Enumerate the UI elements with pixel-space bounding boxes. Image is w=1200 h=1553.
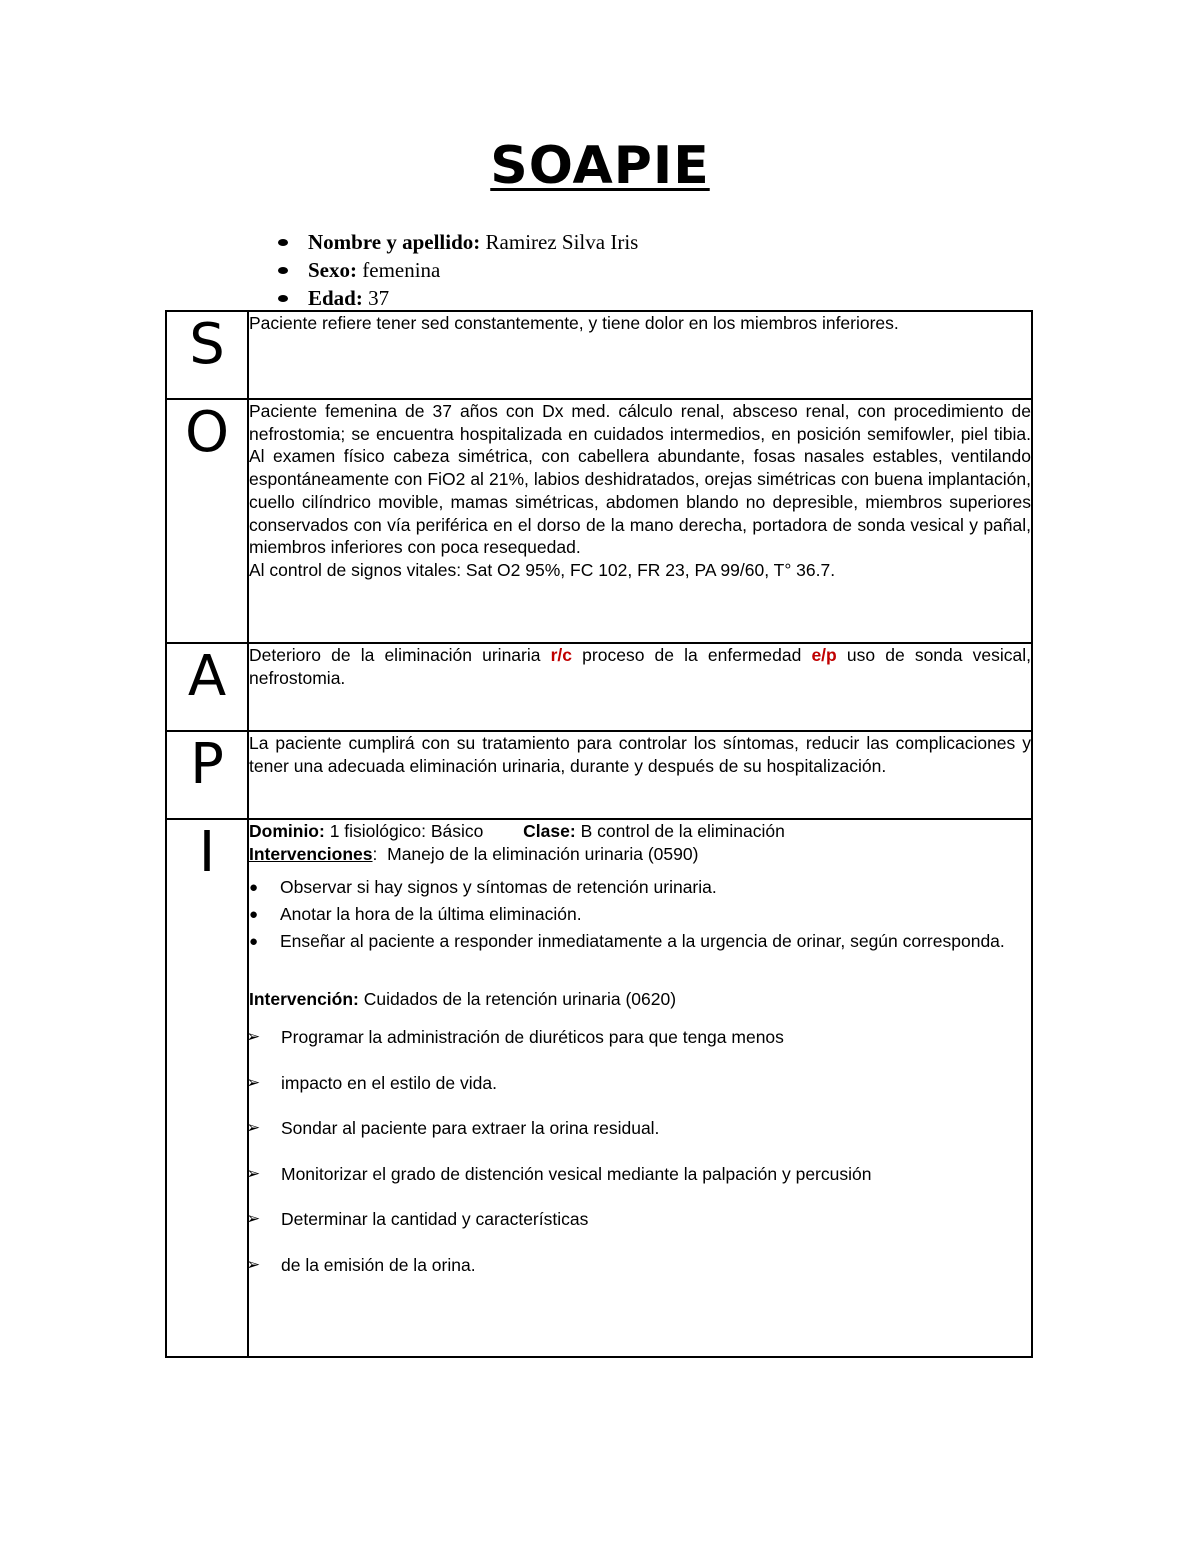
intervention2-line <box>249 988 1031 1011</box>
patient-sex-label: Sexo: <box>308 258 357 282</box>
plan-text: La paciente cumplirá con su tratamiento para controlar los síntomas, reducir las complicaciones y tener una adecuada eliminación urinaria, durante y después de su hospitalización. <box>249 733 1031 776</box>
patient-age-value: 37 <box>368 286 390 310</box>
intervention2-value: Cuidados de la retención urinaria (0620) <box>363 989 677 1010</box>
bullet-icon <box>278 295 288 302</box>
row-p <box>166 731 1032 819</box>
dominio-value: 1 fisiológico: Básico <box>329 821 484 841</box>
assessment-content <box>248 643 1032 731</box>
subjective-content <box>248 311 1032 399</box>
objective-vitals: Al control de signos vitales: Sat O2 95%, FC 102, FR 23, PA 99/60, T° 36.7. <box>249 559 836 580</box>
arrow-bullet-icon: ➢ <box>246 1163 261 1184</box>
list-item-text: Anotar la hora de la última eliminación. <box>280 904 582 925</box>
soapie-table <box>165 310 1033 1358</box>
bullet-icon: ● <box>249 933 259 951</box>
row-i <box>166 819 1032 1357</box>
letter-a: A <box>166 643 248 731</box>
patient-sex-value: femenina <box>362 258 441 282</box>
arrow-bullet-icon: ➢ <box>246 1209 261 1230</box>
list-item <box>246 1207 1031 1231</box>
list-item-text: Monitorizar el grado de distención vesical mediante la palpación y percusión <box>281 1163 872 1184</box>
row-o <box>166 399 1032 643</box>
arrow-bullet-icon: ➢ <box>246 1072 261 1093</box>
letter-s: S <box>166 311 248 399</box>
letter-i: I <box>166 819 248 1357</box>
list-item-text: Enseñar al paciente a responder inmediatamente a la urgencia de orinar, según corresponda. <box>280 931 1005 952</box>
assessment-rc: r/c <box>550 645 573 665</box>
dominio-label: Dominio: <box>249 821 325 841</box>
intervention-content <box>248 819 1032 1357</box>
patient-info-list <box>270 228 638 312</box>
list-item-text: Sondar al paciente para extraer la orina residual. <box>281 1118 660 1139</box>
dominio-line <box>249 820 1031 843</box>
assessment-text-1: Deterioro de la eliminación urinaria <box>249 645 541 665</box>
assessment-text-2: proceso de la enfermedad <box>582 645 802 665</box>
objective-content <box>248 399 1032 643</box>
list-item <box>246 1253 1031 1277</box>
bullet-icon: ● <box>249 906 259 924</box>
letter-p: P <box>166 731 248 819</box>
list-item-text: Programar la administración de diuréticos para que tenga menos <box>281 1027 784 1048</box>
row-s <box>166 311 1032 399</box>
list-item <box>249 902 1031 927</box>
patient-age-item <box>270 284 638 312</box>
bullet-icon <box>278 239 288 246</box>
intervention2-label: Intervención: <box>249 989 359 1010</box>
patient-name-label: Nombre y apellido: <box>308 230 481 254</box>
clase-label: Clase: <box>523 821 576 841</box>
patient-name-value: Ramirez Silva Iris <box>485 230 639 254</box>
list-item <box>246 1162 1031 1186</box>
row-a <box>166 643 1032 731</box>
list-item-text: de la emisión de la orina. <box>281 1254 476 1275</box>
arrow-bullet-icon: ➢ <box>246 1118 261 1139</box>
list-item <box>249 875 1031 900</box>
arrow-bullet-icon: ➢ <box>246 1027 261 1048</box>
plan-content <box>248 731 1032 819</box>
subjective-text: Paciente refiere tener sed constantemente, y tiene dolor en los miembros inferiores. <box>249 313 899 333</box>
intervention1-list <box>249 875 1031 954</box>
bullet-icon <box>278 267 288 274</box>
patient-age-label: Edad: <box>308 286 363 310</box>
intervention1-line: Intervenciones: Manejo de la eliminación urinaria (0590) <box>249 843 699 864</box>
patient-name-item <box>270 228 638 256</box>
assessment-text-3: uso de sonda vesical, nefrostomia. <box>249 645 1031 688</box>
clase-value: B control de la eliminación <box>580 821 785 841</box>
list-item-text: impacto en el estilo de vida. <box>281 1072 497 1093</box>
list-item <box>246 1116 1031 1140</box>
objective-text: Paciente femenina de 37 años con Dx med. cálculo renal, absceso renal, con procedimiento de nefrostomia; se encuentra hospitalizada en cuidados intermedios, en posición semifowler, piel tibia. Al examen físico cabeza simétrica, con cabellera abundante, fosas nasales estables, ventilando espontáneamente con FiO2 al 21%, labios deshidratados, orejas simétricas con buena implantación, cuello cilíndrico movible, mamas simétricas, abdomen blando no depresible, miembros superiores conservados con vía periférica en el dorso de la mano derecha, portadora de sonda vesical y pañal, miembros inferiores con poca resequedad. <box>249 401 1031 558</box>
intervention1-value: Manejo de la eliminación urinaria (0590) <box>387 843 699 864</box>
document-title: SOAPIE <box>490 136 710 196</box>
arrow-bullet-icon: ➢ <box>246 1254 261 1275</box>
assessment-ep: e/p <box>811 645 837 665</box>
list-item-text: Observar si hay signos y síntomas de retención urinaria. <box>280 877 717 898</box>
intervention1-label: Intervenciones <box>249 843 373 864</box>
intervention2-list <box>246 1025 1031 1277</box>
letter-o: O <box>166 399 248 643</box>
list-item <box>246 1071 1031 1095</box>
list-item-text: Determinar la cantidad y características <box>281 1209 589 1230</box>
patient-sex-item <box>270 256 638 284</box>
list-item <box>246 1025 1031 1049</box>
bullet-icon: ● <box>249 879 259 897</box>
list-item <box>249 929 1031 954</box>
